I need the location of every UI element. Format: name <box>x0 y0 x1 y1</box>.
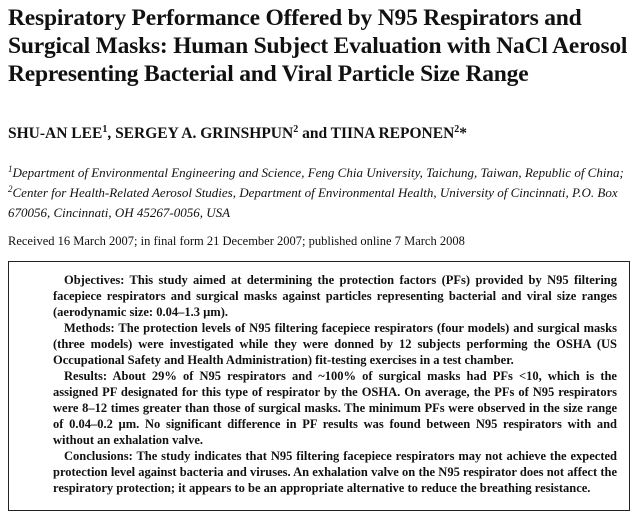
abstract-results: Results: About 29% of N95 respirators and ~100% of surgical masks had PFs <10, which is the assigned PF designated for this type of respirator by the OSHA. On average, the PFs of N95 respirators were 8–12 times greater than those of surgical masks. The minimum PFs were observed in the size range of 0.04–0.2 µm. No significant difference in PF results was found between N95 respirators with and without an exhalation valve. <box>53 369 617 447</box>
abstract-objectives: Objectives: This study aimed at determining the protection factors (PFs) provided by N95 filtering facepiece respirators and surgical masks against particles representing bacterial and viral size ranges (aerodynamic size: 0.04–1.3 µm). <box>53 273 617 319</box>
author-name: SERGEY A. GRINSHPUN <box>115 125 294 142</box>
author-name: SHU-AN LEE <box>8 125 103 142</box>
affiliation-text: Center for Health-Related Aerosol Studies, Department of Environmental Health, University of Cincinnati, P.O. Box 670056, Cincinnati, OH 45267-0056, USA <box>8 185 618 220</box>
abstract-methods: Methods: The protection levels of N95 filtering facepiece respirators (four models) and surgical masks (three models) were investigated while they were donned by 12 subjects performing the OSHA (US Occupational Safety and Health Administration) fit-testing exercises in a test chamber. <box>53 321 617 367</box>
affiliation-mark: 2 <box>8 184 13 194</box>
author-separator: and <box>298 125 331 142</box>
author-affiliation-mark: 1 <box>102 124 108 135</box>
author-separator: , <box>107 125 116 142</box>
abstract-conclusions: Conclusions: The study indicates that N95 filtering facepiece respirators may not achieve the expected protection level against bacteria and viruses. An exhalation valve on the N95 respirator does not affect the respiratory protection; it appears to be an appropriate alternative to reduce the breathing resistance. <box>53 449 617 495</box>
affiliation-mark: 1 <box>8 164 13 174</box>
corresponding-author-mark: * <box>459 125 468 142</box>
abstract-box <box>8 261 630 511</box>
publication-dates: Received 16 March 2007; in final form 21 December 2007; published online 7 March 2008 <box>8 234 465 248</box>
affiliations <box>8 163 636 223</box>
author-list <box>8 125 636 143</box>
author-name: TIINA REPONEN <box>330 125 455 142</box>
affiliation-text: Department of Environmental Engineering and Science, Feng Chia University, Taichung, Taiwan, Republic of China; <box>12 165 624 180</box>
author-affiliation-mark: 2 <box>454 124 460 135</box>
paper-title: Respiratory Performance Offered by N95 Respirators and Surgical Masks: Human Subject Evaluation with NaCl Aerosol Representing Bacterial and Viral Particle Size Range <box>8 5 628 87</box>
author-affiliation-mark: 2 <box>293 124 299 135</box>
